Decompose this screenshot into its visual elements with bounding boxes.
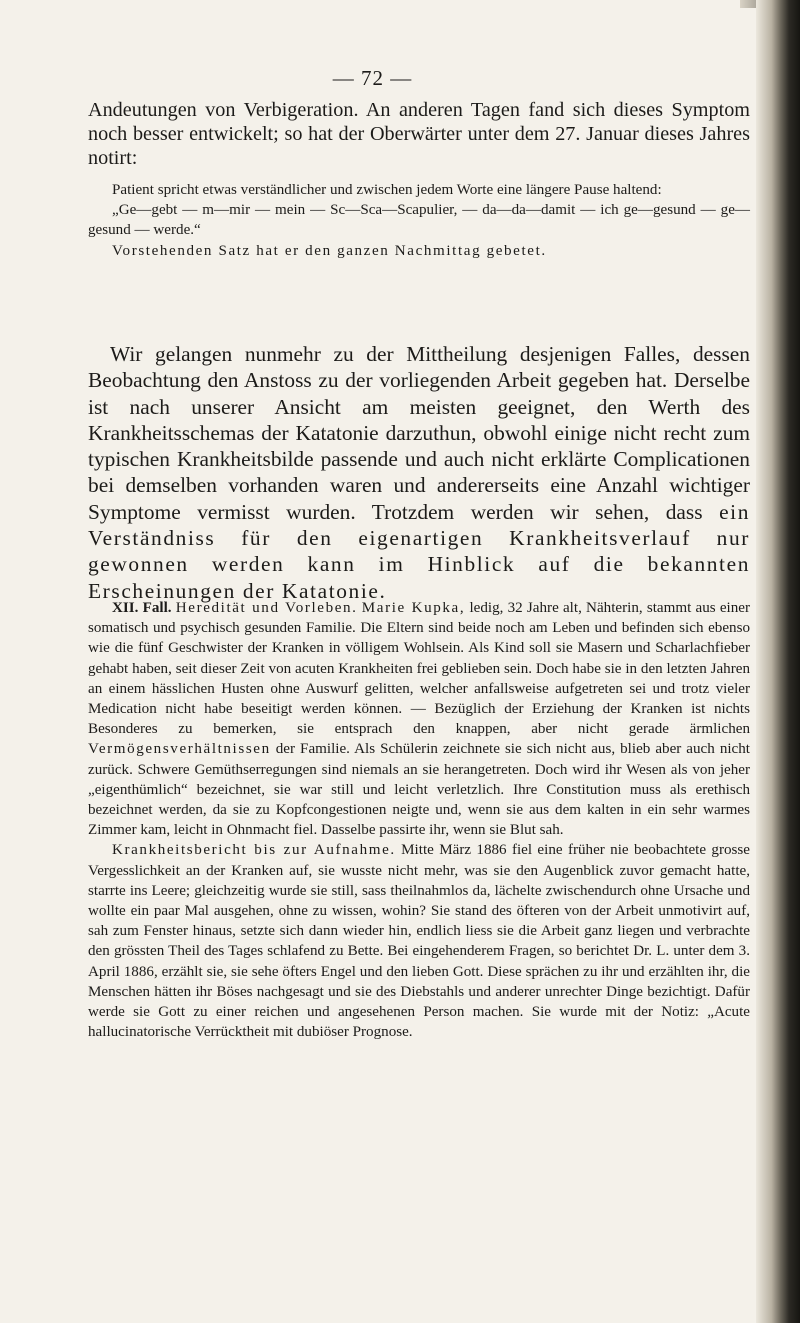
case-history-emphasis: Vermögensverhältnissen: [88, 741, 271, 758]
case-history-text-2: der Familie. Als Schülerin zeichnete sie sich nicht aus, blieb aber auch nicht zurück. Schwere Gemüthserregungen sind niemals an sie herangetreten. Doch wird ihr Wesen als von jeher „eigenthümlich“ bezeichnet, sie war still und leicht verletzlich. Ihre Constitution muss als erethisch bezeichnet werden, da sie zu Kopfcongestionen neigte und, wenn sie aus dem kalten in ein sehr warmes Zimmer kam, leicht in Ohnmacht fiel. Dasselbe passirte ihr, wenn sie Blut sah.: [88, 741, 750, 839]
page-edge-shadow: [756, 0, 800, 1323]
main-paragraph-emphasis: ein Verständniss für den eigenartigen Krankheitsverlauf nur gewonnen werden kann im Hinblick auf die bekannten Erscheinungen der Katatonie.: [88, 499, 750, 603]
case-history-paragraph: [88, 598, 750, 840]
report-heading: Krankheitsbericht bis zur Aufnahme.: [112, 842, 396, 859]
main-paragraph-text: Wir gelangen nunmehr zu der Mittheilung desjenigen Falles, dessen Beobachtung den Anstoss zu der vorliegenden Arbeit gegeben hat. Derselbe ist nach unserer Ansicht am meisten geeignet, den Werth des Krankheitsschemas der Katatonie darzuthun, obwohl einige nicht recht zum typischen Krankheitsbilde passende und auch nicht erklärte Complicationen bei demselben vorhanden waren und andererseits eine Anzahl wichtiger Symptome vermisst wurden. Trotzdem werden wir sehen, dass: [88, 342, 750, 524]
case-heading: XII. Fall.: [112, 600, 172, 616]
report-text: Mitte März 1886 fiel eine früher nie beobachtete grosse Vergesslichkeit an der Kranken auf, sie wusste nicht mehr, was sie den Augenblick zuvor gemacht hatte, starrte ins Leere; gleichzeitig wurde sie still, sass theilnahmlos da, lächelte zwischendurch ohne Ursache und wollte ein paar Mal ausgehen, ohne zu wissen, wohin? Sie stand des öfteren von der Arbeit unmotivirt auf, sah zum Fenster hinaus, setzte sich dann wieder hin, endlich liess sie die Arbeit ganz liegen und verbrachte den grössten Theil des Tages schlafend zu Bette. Bei eingehenderem Fragen, so berichtet Dr. L. unter dem 3. April 1886, erzählt sie, sie sehe öfters Engel und den lieben Gott. Diese sprächen zu ihr und erzählten ihr, die Menschen hätten ihr Böses nachgesagt und sie des Diebstahls und anderer unrechter Dinge bezichtigt. Dafür werde sie Gott zu einer reichen und angesehenen Person machen. Sie wurde mit der Notiz: „Acute hallucinatorische Verrücktheit mit dubiöser Prognose.: [88, 842, 750, 1041]
main-paragraph: [88, 341, 750, 604]
case-subheading: Heredität und Vorleben.: [175, 600, 358, 616]
case-report: [88, 598, 750, 1042]
quote-line-2: „Ge—gebt — m—mir — mein — Sc—Sca—Scapulier, — da—da—damit — ich ge—gesund — ge—gesund — werde.“: [88, 202, 750, 239]
case-history-text-1: ledig, 32 Jahre alt, Nähterin, stammt aus einer somatisch und psychisch gesunden Familie. Die Eltern sind beide noch am Leben und befinden sich ebenso wie die fünf Geschwister der Kranken in völligem Wohlsein. Als Kind soll sie Masern und Scharlachfieber gehabt haben, seit dieser Zeit von acuten Krankheiten frei geblieben sein. Doch habe sie in den letzten Jahren an einem hässlichen Husten ohne Auswurf gelitten, welcher anfallsweise aufgetreten sei und trotz vieler Medication nicht habe beseitigt werden können. — Bezüglich der Erziehung der Kranken ist nichts Besonderes zu bemerken, sie entsprach den knappen, aber nicht gerade ärmlichen: [88, 600, 751, 738]
quote-block: [88, 180, 750, 261]
page-number: — 72 —: [332, 66, 413, 90]
quote-line-3: Vorstehenden Satz hat er den ganzen Nachmittag gebetet.: [112, 242, 547, 259]
quote-line-1: Patient spricht etwas verständlicher und zwischen jedem Worte eine längere Pause haltend:: [112, 182, 662, 198]
patient-name: Marie Kupka,: [361, 600, 466, 616]
case-report-paragraph: [88, 840, 750, 1042]
intro-paragraph: Andeutungen von Verbigeration. An anderen Tagen fand sich dieses Symptom noch besser entwickelt; so hat der Oberwärter unter dem 27. Januar dieses Jahres notirt:: [88, 99, 750, 169]
